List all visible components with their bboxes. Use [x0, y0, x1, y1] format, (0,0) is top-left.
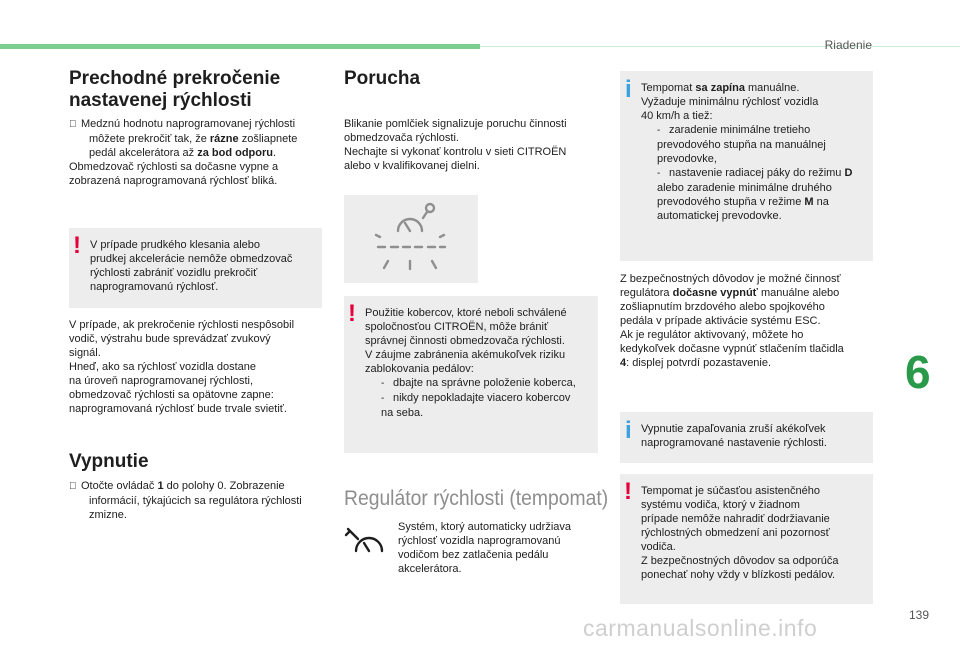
text-line: prevodového stupňa na manuálnej — [657, 139, 826, 151]
text-line: akcelerátora. — [398, 563, 462, 575]
info-text — [641, 422, 865, 450]
warning-text — [641, 484, 865, 582]
text-line: naprogramovanú rýchlosť. — [90, 281, 219, 293]
text-line: Nechajte si vykonať kontrolu v sieti CITROËN — [344, 146, 567, 158]
text-line: Tempomat je súčasťou asistenčného — [641, 485, 821, 497]
cruise-control-icon — [344, 521, 386, 563]
bullet-icon — [69, 118, 81, 132]
section-title-cruise-control: Regulátor rýchlosti (tempomat) — [344, 487, 609, 510]
paragraph-cruise — [398, 520, 598, 576]
text-line: prudkej akcelerácie nemôže obmedzovač — [90, 253, 293, 265]
text-line: V prípade prudkého klesania alebo — [90, 239, 261, 251]
watermark: carmanualsonline.info — [583, 615, 818, 641]
header-rule — [480, 46, 960, 47]
text-line: systému vodiča, ktorý v žiadnom — [641, 499, 800, 511]
text-line: prevodovke, — [657, 153, 717, 165]
text-line: - zaradenie minimálne tretieho — [657, 124, 811, 136]
text-line: vodiča. — [641, 541, 676, 553]
info-box-ignition — [620, 412, 873, 463]
text-line: obmedzovača rýchlosti. — [344, 132, 459, 144]
info-icon: i — [625, 417, 632, 444]
paragraph-off: Otočte ovládač 1 do polohy 0. Zobrazenie informácií, týkajúcich sa regulátora rýchlosti zmizne. — [69, 479, 331, 522]
info-text: Tempomat sa zapína manuálne. Vyžaduje minimálnu rýchlosť vozidla 40 km/h a tiež: - zaradenie minimálne tretieho prevodového stupňa na manuálnej prevodovke, - nastavenie radiacej páky do režimu D alebo zaradenie minimálne druhého prevodového stupňa v režime M na automatickej prevodovke. — [641, 81, 865, 223]
chapter-number: 6 — [905, 346, 931, 398]
text-line: vodič, výstrahu bude sprevádzať zvukový — [69, 333, 271, 345]
text-line: Hneď, ako sa rýchlosť vozidla dostane — [69, 361, 256, 373]
text-line: obmedzovač rýchlosti sa opätovne zapne: — [69, 389, 274, 401]
section-title-off: Vypnutie — [69, 451, 149, 472]
warning-icon: ! — [73, 232, 81, 259]
warning-icon: ! — [624, 478, 632, 505]
header-accent-bar — [0, 44, 480, 49]
warning-box-descent — [69, 228, 322, 308]
text-line: Vypnutie zapaľovania zruší akékoľvek — [641, 423, 826, 435]
text-line: vodičom bez zatlačenia pedálu — [398, 549, 549, 561]
text-line: V záujme zabránenia akémukoľvek riziku — [365, 349, 566, 361]
text-line: - dbajte na správne položenie koberca, — [381, 377, 576, 389]
text-line: Použitie kobercov, ktoré neboli schválené — [365, 307, 567, 319]
warning-text — [365, 306, 590, 420]
text-line: naprogramovaná rýchlosť bude trvale svietiť. — [69, 403, 287, 415]
text-line: signál. — [69, 347, 101, 359]
text-line: Z bezpečnostných dôvodov sa odporúča — [641, 555, 839, 567]
text-line: V prípade, ak prekročenie rýchlosti nespôsobil — [69, 319, 295, 331]
text-line: ponechať nohy vždy v blízkosti pedálov. — [641, 569, 836, 581]
warning-box-driver-assist — [620, 474, 873, 604]
paragraph-deactivate: Z bezpečnostných dôvodov je možné činnosť regulátora dočasne vypnúť manuálne alebo zošliapnutím brzdového alebo spojkového pedála v prípade aktivácie systému ESC. Ak je regulátor aktivovaný, môžete ho kedykoľvek dočasne vypnúť stlačením tlačidla 4: displej potvrdí pozastavenie. — [620, 273, 844, 369]
chapter-title: Riadenie — [824, 38, 872, 52]
text-line: rýchlostných obmedzení ani pozornosť — [641, 527, 830, 539]
text-line: na seba. — [381, 407, 424, 419]
text-line: na úroveň naprogramovanej rýchlosti, — [69, 375, 254, 387]
text-line: alebo v kvalifikovanej dielni. — [344, 160, 480, 172]
paragraph-alert — [69, 318, 331, 416]
section-title-temporary-exceed: Prechodné prekročenie nastavenej rýchlosti — [69, 68, 281, 111]
speed-limiter-fault-icon — [344, 195, 478, 283]
warning-icon: ! — [348, 300, 356, 327]
text-line: Blikanie pomlčiek signalizuje poruchu činnosti — [344, 118, 567, 130]
info-box-activation — [620, 71, 873, 261]
text-line: rýchlosť vozidla naprogramovanú — [398, 535, 561, 547]
text-line: zablokovania pedálov: — [365, 363, 474, 375]
text-line: naprogramované nastavenie rýchlosti. — [641, 437, 827, 449]
paragraph-fault — [344, 117, 606, 173]
text-line: rýchlosti zabrániť vozidlu prekročiť — [90, 267, 258, 279]
text-line: správnej činnosti obmedzovača rýchlosti. — [365, 335, 565, 347]
fault-icon-panel — [344, 195, 478, 283]
page-number: 139 — [909, 608, 930, 622]
bullet-icon — [69, 480, 81, 494]
text-line: prípade nemôže nahradiť dodržiavanie — [641, 513, 830, 525]
text-line: - nikdy nepokladajte viacero kobercov — [381, 392, 571, 404]
warning-text — [90, 238, 314, 294]
info-icon: i — [625, 76, 632, 103]
paragraph-exceed: Medznú hodnotu naprogramovanej rýchlosti môžete prekročiť tak, že rázne zošliapnete pedál akcelerátora až za bod odporu. Obmedzovač rýchlosti sa dočasne vypne a zobrazená naprogramovaná rýchlosť bliká. — [69, 118, 298, 186]
warning-box-mats — [344, 296, 598, 453]
text-line: spoločnosťou CITROËN, môže brániť — [365, 321, 549, 333]
text-line: Systém, ktorý automaticky udržiava — [398, 521, 572, 533]
section-title-fault: Porucha — [344, 68, 421, 89]
